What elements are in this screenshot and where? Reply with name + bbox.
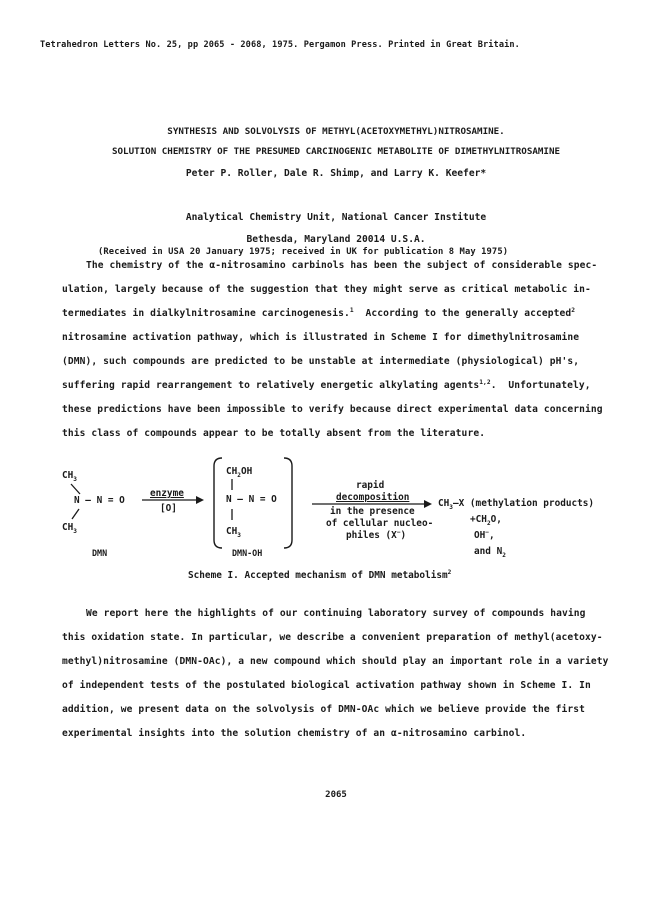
para2-line-1: We report here the highlights of our continuing laboratory survey of compounds having (86, 608, 586, 619)
presence-line-1: in the presence (330, 506, 415, 517)
para1-line-2: ulation, largely because of the suggestion that they might serve as critical metabolic in- (62, 284, 591, 295)
left-bracket (214, 458, 222, 548)
para1-line-1: The chemistry of the α-nitrosamino carbinols has been the subject of considerable spec- (86, 260, 598, 271)
para2-line-5: addition, we present data on the solvolysis of DMN-OAc which we believe provide the first (62, 704, 585, 715)
received-dates: (Received in USA 20 January 1975; received in UK for publication 8 May 1975) (98, 247, 509, 257)
ref-2: 2 (571, 306, 576, 314)
para1-line-3-tail: According to the generally accepted (365, 308, 572, 319)
mid-core: N — N = O (226, 494, 277, 505)
title-line-1: SYNTHESIS AND SOLVOLYSIS OF METHYL(ACETOXYMETHYL)NITROSAMINE. (167, 126, 505, 137)
label-dmn-oh: DMN-OH (232, 548, 263, 558)
product-ch3x: $CH_3—X$ (methylation products) (438, 498, 595, 511)
para1-line-4: nitrosamine activation pathway, which is illustrated in Scheme I for dimethylnitrosamine (62, 332, 580, 343)
authors: Peter P. Roller, Dale R. Shimp, and Larry K. Keefer* (185, 168, 487, 179)
right-bracket (284, 458, 292, 548)
para2-line-3: methyl)nitrosamine (DMN-OAc), a new compound which should play an important role in a variety (62, 656, 609, 667)
presence-line-2: of cellular nucleo- (326, 518, 434, 529)
rapid-label: rapid (356, 480, 385, 491)
title-line-2: SOLUTION CHEMISTRY OF THE PRESUMED CARCINOGENIC METABOLITE OF DIMETHYLNITROSAMINE (111, 146, 561, 157)
label-dmn: DMN (92, 548, 108, 558)
para1-line-8: this class of compounds appear to be totally absent from the literature. (62, 428, 486, 439)
oxidant-label: [O] (160, 503, 177, 514)
product-oh: OH−, (474, 528, 495, 541)
ref-1: 1 (349, 306, 354, 314)
dmn-ch3-bottom: $CH_3$ (62, 522, 77, 535)
presence-line-3: philes (X−) (346, 528, 407, 541)
enzyme-label: enzyme (150, 488, 184, 499)
journal-header: Tetrahedron Letters No. 25, pp 2065 - 2068, 1975. Pergamon Press. Printed in Great Britain. (40, 40, 520, 50)
para1-line-7: these predictions have been impossible to verify because direct experimental data concerning (62, 404, 603, 415)
ref-1-2: 1,2 (479, 378, 491, 386)
para1-line-6-text: suffering rapid rearrangement to relatively energetic alkylating agents (62, 380, 480, 391)
para1-line-6-tail: Unfortunately, (508, 380, 591, 391)
enzyme-arrowhead (196, 496, 204, 504)
decomposition-arrowhead (424, 500, 432, 508)
mid-ch2oh: $CH_2OH$ (226, 466, 253, 479)
para2-line-6: experimental insights into the solution chemistry of an α-nitrosamino carbinol. (62, 728, 527, 739)
product-n2: and $N_2$ (474, 546, 506, 559)
para1-line-3-text: termediates in dialkylnitrosamine carcinogenesis. (62, 308, 350, 319)
affiliation-line-1: Analytical Chemistry Unit, National Cancer Institute (185, 212, 487, 223)
bond-upper (71, 484, 80, 494)
para2-line-2: this oxidation state. In particular, we describe a convenient preparation of methyl(acetoxy- (62, 632, 603, 643)
decomposition-label: decomposition (336, 492, 410, 503)
product-ch2o: $+CH_2O$, (470, 514, 502, 527)
scheme-caption: Scheme I. Accepted mechanism of DMN metabolism$^2$ (188, 568, 452, 581)
dmn-core: N — N = O (74, 495, 125, 506)
para1-line-5: (DMN), such compounds are predicted to be unstable at intermediate (physiological) pH's, (62, 356, 580, 367)
dmn-ch3-top: $CH_3$ (62, 470, 77, 483)
affiliation-line-2: Bethesda, Maryland 20014 U.S.A. (246, 234, 426, 245)
page-number: 2065 (325, 790, 347, 800)
bond-lower (72, 509, 79, 519)
para2-line-4: of independent tests of the postulated biological activation pathway shown in Scheme I. In (62, 680, 591, 691)
mid-ch3: $CH_3$ (226, 526, 241, 539)
para1-line-6: suffering rapid rearrangement to relatively energetic alkylating agents$^{1,2}$. Unfortunately, (62, 378, 591, 391)
